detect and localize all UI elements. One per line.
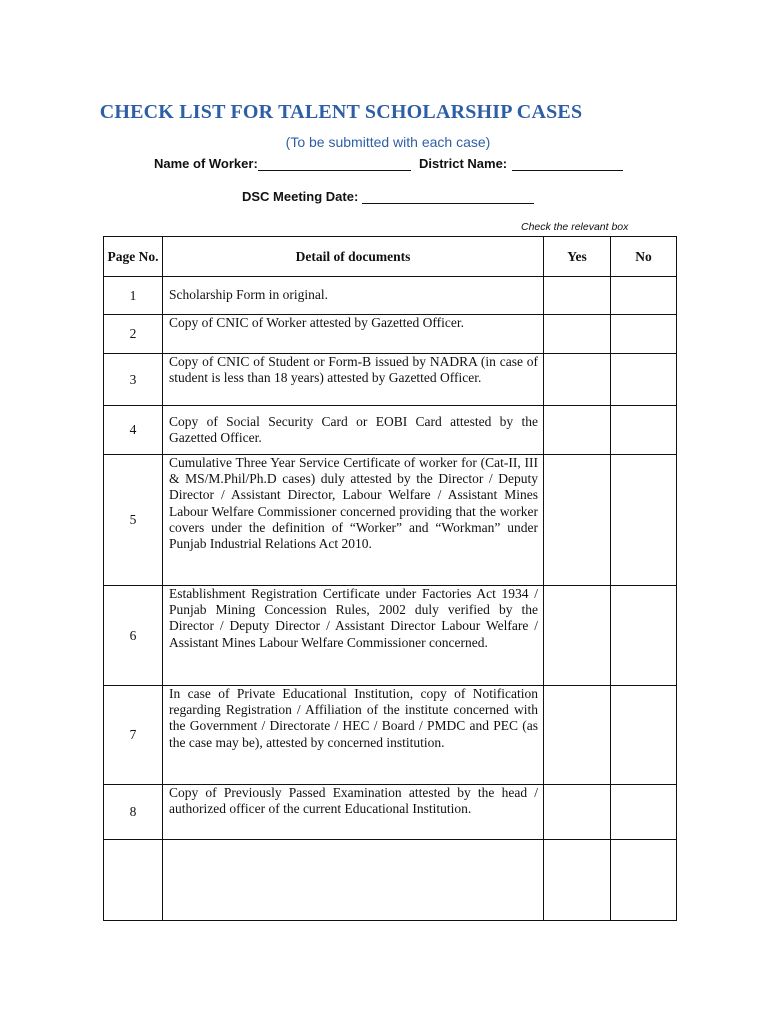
row-detail: Copy of CNIC of Worker attested by Gazetted Officer. xyxy=(169,315,464,330)
dsc-meeting-date-blank[interactable] xyxy=(362,189,534,204)
row-detail: In case of Private Educational Institution, copy of Notification regarding Registration / Affiliation of the institute concerned with the Government / Directorate / HEC / Board / PMDC and PEC (as the case may be), attested by concerned institution. xyxy=(169,686,538,750)
district-name-label: District Name: xyxy=(419,156,508,171)
row-yes-checkbox[interactable] xyxy=(544,785,611,840)
table-row xyxy=(104,277,677,315)
row-detail-cell xyxy=(163,686,544,785)
row-detail: Establishment Registration Certificate under Factories Act 1934 / Punjab Mining Concession Rules, 2002 duly verified by the Director / Deputy Director / Assistant Director Labour Welfare / Assistant Mines Labour Welfare Commissioner concerned. xyxy=(169,586,538,650)
row-no-checkbox[interactable] xyxy=(611,277,677,315)
table-row xyxy=(104,785,677,840)
row-yes-checkbox[interactable] xyxy=(544,455,611,586)
row-detail: Copy of Social Security Card or EOBI Card attested by the Gazetted Officer. xyxy=(169,413,538,445)
worker-name-blank[interactable] xyxy=(258,156,411,171)
row-detail-cell xyxy=(163,586,544,686)
checklist-table xyxy=(103,236,677,921)
header-detail: Detail of documents xyxy=(163,237,544,277)
row-yes-checkbox[interactable] xyxy=(544,315,611,354)
row-page-no: 5 xyxy=(104,455,163,586)
row-detail-cell xyxy=(163,354,544,406)
row-no-checkbox[interactable] xyxy=(611,354,677,406)
dsc-meeting-date-field xyxy=(242,189,534,204)
row-no-checkbox[interactable] xyxy=(611,785,677,840)
row-yes-checkbox[interactable] xyxy=(544,840,611,921)
row-detail-cell xyxy=(163,455,544,586)
row-page-no: 2 xyxy=(104,315,163,354)
row-page-no: 7 xyxy=(104,686,163,785)
check-hint: Check the relevant box xyxy=(521,221,629,233)
row-page-no: 3 xyxy=(104,354,163,406)
row-page-no: 6 xyxy=(104,586,163,686)
page-subtitle: (To be submitted with each case) xyxy=(285,134,491,150)
row-page-no: 4 xyxy=(104,406,163,455)
table-row xyxy=(104,406,677,455)
row-yes-checkbox[interactable] xyxy=(544,277,611,315)
row-yes-checkbox[interactable] xyxy=(544,406,611,455)
table-row xyxy=(104,354,677,406)
row-yes-checkbox[interactable] xyxy=(544,354,611,406)
row-no-checkbox[interactable] xyxy=(611,315,677,354)
district-name-field xyxy=(419,156,623,171)
row-detail: Copy of CNIC of Student or Form-B issued by NADRA (in case of student is less than 18 years) attested by Gazetted Officer. xyxy=(169,354,538,386)
table-row xyxy=(104,315,677,354)
row-detail: Copy of Previously Passed Examination attested by the head / authorized officer of the current Educational Institution. xyxy=(169,785,538,817)
row-page-no xyxy=(104,840,163,921)
row-no-checkbox[interactable] xyxy=(611,686,677,785)
district-name-blank[interactable] xyxy=(512,156,623,171)
row-detail: Scholarship Form in original. xyxy=(169,287,328,303)
table-row xyxy=(104,586,677,686)
worker-name-label: Name of Worker: xyxy=(154,156,258,171)
row-detail: Cumulative Three Year Service Certificate of worker for (Cat-II, III & MS/M.Phil/Ph.D cases) duly attested by the Director / Deputy Director / Assistant Director, Labour Welfare / Assistant Mines Labour Welfare Commissioner concerned providing that the worker covers under the definition of “Worker” and “Workman” under Punjab Industrial Relations Act 2010. xyxy=(169,455,538,552)
row-detail-cell xyxy=(163,406,544,455)
table-header-row xyxy=(104,237,677,277)
row-yes-checkbox[interactable] xyxy=(544,586,611,686)
row-no-checkbox[interactable] xyxy=(611,586,677,686)
row-no-checkbox[interactable] xyxy=(611,406,677,455)
row-no-checkbox[interactable] xyxy=(611,840,677,921)
row-yes-checkbox[interactable] xyxy=(544,686,611,785)
header-yes: Yes xyxy=(544,237,611,277)
page-title: CHECK LIST FOR TALENT SCHOLARSHIP CASES xyxy=(99,101,583,123)
table-row xyxy=(104,840,677,921)
worker-name-field xyxy=(154,156,411,171)
dsc-meeting-date-label: DSC Meeting Date: xyxy=(242,189,359,204)
row-detail-cell xyxy=(163,277,544,315)
header-no: No xyxy=(611,237,677,277)
table-row xyxy=(104,686,677,785)
row-page-no: 8 xyxy=(104,785,163,840)
header-page-no: Page No. xyxy=(104,237,163,277)
row-no-checkbox[interactable] xyxy=(611,455,677,586)
row-detail-cell xyxy=(163,315,544,354)
row-detail-cell xyxy=(163,785,544,840)
row-page-no: 1 xyxy=(104,277,163,315)
row-detail-cell xyxy=(163,840,544,921)
table-row xyxy=(104,455,677,586)
